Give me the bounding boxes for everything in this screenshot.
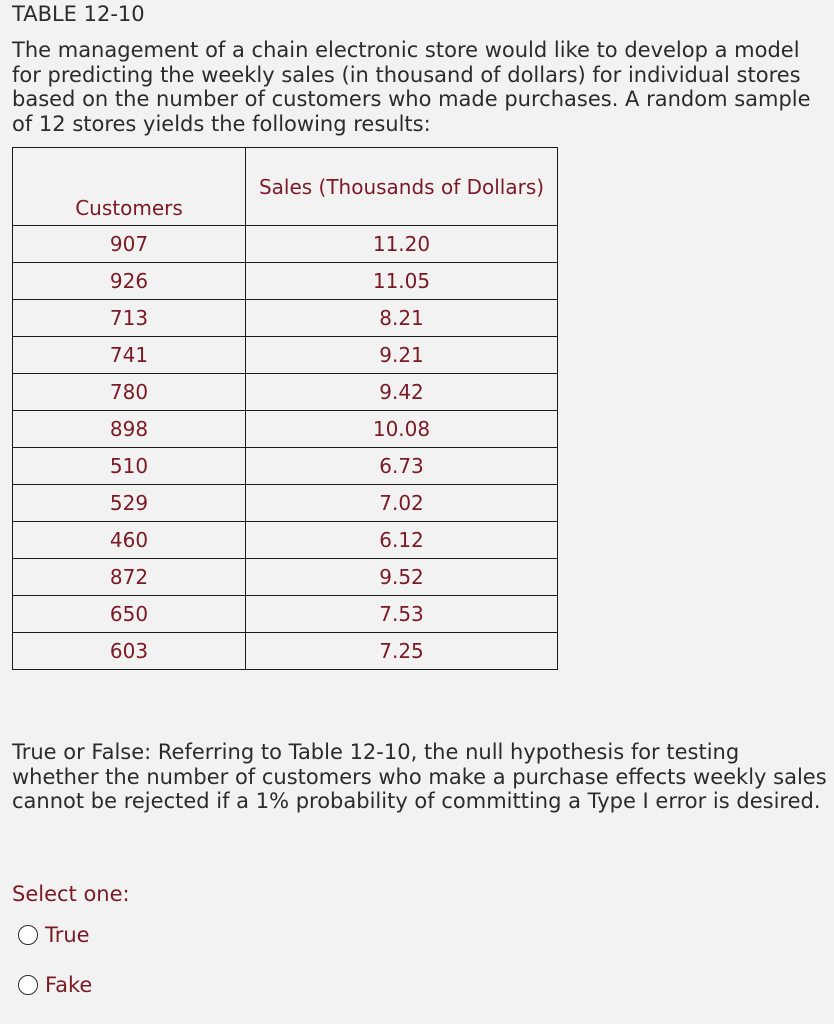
table-row [13, 448, 558, 485]
sales-cell: 6.73 [246, 448, 558, 485]
page-title: TABLE 12-10 [12, 2, 145, 26]
customers-cell: 898 [13, 411, 246, 448]
customers-cell: 603 [13, 633, 246, 670]
customers-cell: 780 [13, 374, 246, 411]
table-row [13, 374, 558, 411]
table-row [13, 300, 558, 337]
data-table [12, 147, 558, 670]
sales-cell: 7.53 [246, 596, 558, 633]
customers-cell: 460 [13, 522, 246, 559]
customers-cell: 713 [13, 300, 246, 337]
answer-option-fake[interactable] [18, 972, 92, 998]
customers-cell: 510 [13, 448, 246, 485]
table-row [13, 596, 558, 633]
column-header-customers: Customers [13, 148, 246, 226]
sales-cell: 7.02 [246, 485, 558, 522]
sales-cell: 8.21 [246, 300, 558, 337]
option-label-true[interactable]: True [45, 923, 90, 947]
table-row [13, 485, 558, 522]
customers-cell: 907 [13, 226, 246, 263]
table-row [13, 411, 558, 448]
sales-cell: 10.08 [246, 411, 558, 448]
customers-cell: 872 [13, 559, 246, 596]
question-text: True or False: Referring to Table 12-10, the null hypothesis for testing whether the number of customers who make a purchase effects weekly sales cannot be rejected if a 1% probability of committing a Type I error is desired. [12, 740, 827, 813]
radio-button-fake[interactable] [18, 975, 38, 995]
answer-option-true[interactable] [18, 922, 90, 948]
customers-cell: 529 [13, 485, 246, 522]
sales-cell: 7.25 [246, 633, 558, 670]
table-row [13, 559, 558, 596]
sales-cell: 11.05 [246, 263, 558, 300]
table-row [13, 337, 558, 374]
sales-cell: 6.12 [246, 522, 558, 559]
radio-button-true[interactable] [18, 925, 38, 945]
problem-description: The management of a chain electronic store would like to develop a model for predicting the weekly sales (in thousand of dollars) for individual stores based on the number of customers who made purchases. A random sample of 12 stores yields the following results: [12, 38, 811, 136]
option-label-fake[interactable]: Fake [45, 973, 93, 997]
column-header-sales: Sales (Thousands of Dollars) [246, 148, 558, 226]
sales-cell: 9.42 [246, 374, 558, 411]
customers-cell: 741 [13, 337, 246, 374]
sales-cell: 11.20 [246, 226, 558, 263]
table-header-row [13, 148, 558, 226]
table-row [13, 226, 558, 263]
table-row [13, 633, 558, 670]
customers-cell: 650 [13, 596, 246, 633]
select-one-label: Select one: [12, 882, 130, 906]
table-row [13, 263, 558, 300]
customers-cell: 926 [13, 263, 246, 300]
table-row [13, 522, 558, 559]
sales-cell: 9.21 [246, 337, 558, 374]
sales-cell: 9.52 [246, 559, 558, 596]
